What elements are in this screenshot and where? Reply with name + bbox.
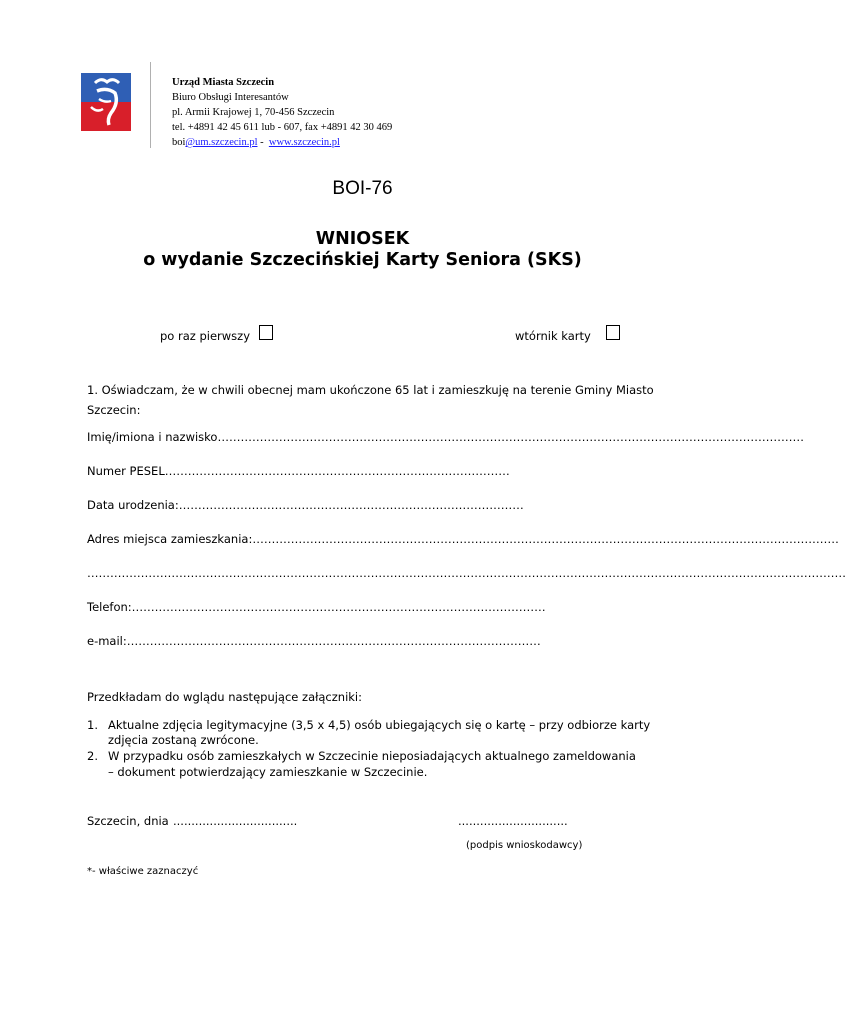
pesel-field[interactable]: Numer PESEL……………………………………………………………………………… — [87, 464, 510, 478]
attachment-2-number: 2. — [87, 749, 98, 763]
header-divider — [150, 62, 151, 148]
option-first-time-label: po raz pierwszy — [160, 329, 250, 343]
form-subtitle: o wydanie Szczecińskiej Karty Seniora (SKS) — [143, 250, 582, 270]
attachment-1-number: 1. — [87, 718, 98, 732]
place-date-label: Szczecin, dnia — [87, 814, 169, 828]
form-code: BOI-76 — [332, 178, 393, 199]
szczecin-logo — [81, 73, 131, 131]
option-duplicate-label: wtórnik karty — [515, 329, 591, 343]
office-address: pl. Armii Krajowej 1, 70-456 Szczecin — [172, 107, 335, 118]
website-link[interactable]: www.szczecin.pl — [268, 137, 340, 148]
form-title: WNIOSEK — [315, 229, 410, 249]
signature-label: (podpis wnioskodawcy) — [466, 840, 583, 851]
address-label: Adres miejsca zamieszkania: — [87, 532, 253, 546]
office-name: Urząd Miasta Szczecin — [172, 77, 275, 88]
email-link[interactable]: @um.szczecin.pl — [185, 137, 258, 148]
phone-field[interactable]: Telefon:……………………………………………………………………………………………… — [87, 600, 546, 614]
name-label: Imię/imiona i nazwisko — [87, 430, 218, 444]
email-label: e-mail: — [87, 634, 127, 648]
address-continuation-field[interactable]: ……………………………………………………………………………………………………………………………………………………………………………… — [87, 566, 846, 580]
attachment-2-line2: – dokument potwierdzający zamieszkanie w Szczecinie. — [108, 765, 428, 779]
office-phone-fax: tel. +4891 42 45 611 lub - 607, fax +4891 42 30 469 — [172, 122, 393, 133]
birth-date-label: Data urodzenia: — [87, 498, 179, 512]
email-prefix: boi — [172, 137, 186, 148]
attachment-1-line2: zdjęcia zostaną zwrócone. — [108, 733, 259, 747]
signature-field[interactable]: .............................. — [458, 814, 568, 828]
pesel-label: Numer PESEL — [87, 464, 165, 478]
first-time-checkbox[interactable] — [259, 325, 273, 340]
email-field[interactable]: e-mail:……………………………………………………………………………………………… — [87, 634, 541, 648]
office-contact — [172, 135, 340, 150]
attachment-2-line1: W przypadku osób zamieszkałych w Szczecinie nieposiadających aktualnego zameldowania — [108, 749, 636, 763]
date-field[interactable]: .................................. — [173, 814, 298, 828]
duplicate-checkbox[interactable] — [606, 325, 620, 340]
address-field[interactable]: Adres miejsca zamieszkania:……………………………………………………………………………………………………………………………………… — [87, 532, 839, 546]
department: Biuro Obsługi Interesantów — [172, 92, 289, 103]
attachments-intro: Przedkładam do wglądu następujące załączniki: — [87, 690, 363, 704]
attachment-1-line1: Aktualne zdjęcia legitymacyjne (3,5 x 4,5) osób ubiegających się o kartę – przy odbiorze karty — [108, 718, 651, 732]
contact-separator: - — [257, 137, 267, 148]
footnote: *- właściwe zaznaczyć — [87, 866, 199, 877]
name-field[interactable]: Imię/imiona i nazwisko……………………………………………………………………………………………………………………………………… — [87, 430, 804, 444]
declaration-line1: 1. Oświadczam, że w chwili obecnej mam ukończone 65 lat i zamieszkuję na terenie Gminy Miasto — [87, 383, 654, 397]
declaration-line2: Szczecin: — [87, 403, 141, 417]
phone-label: Telefon: — [87, 600, 132, 614]
birth-date-field[interactable]: Data urodzenia:……………………………………………………………………………… — [87, 498, 524, 512]
